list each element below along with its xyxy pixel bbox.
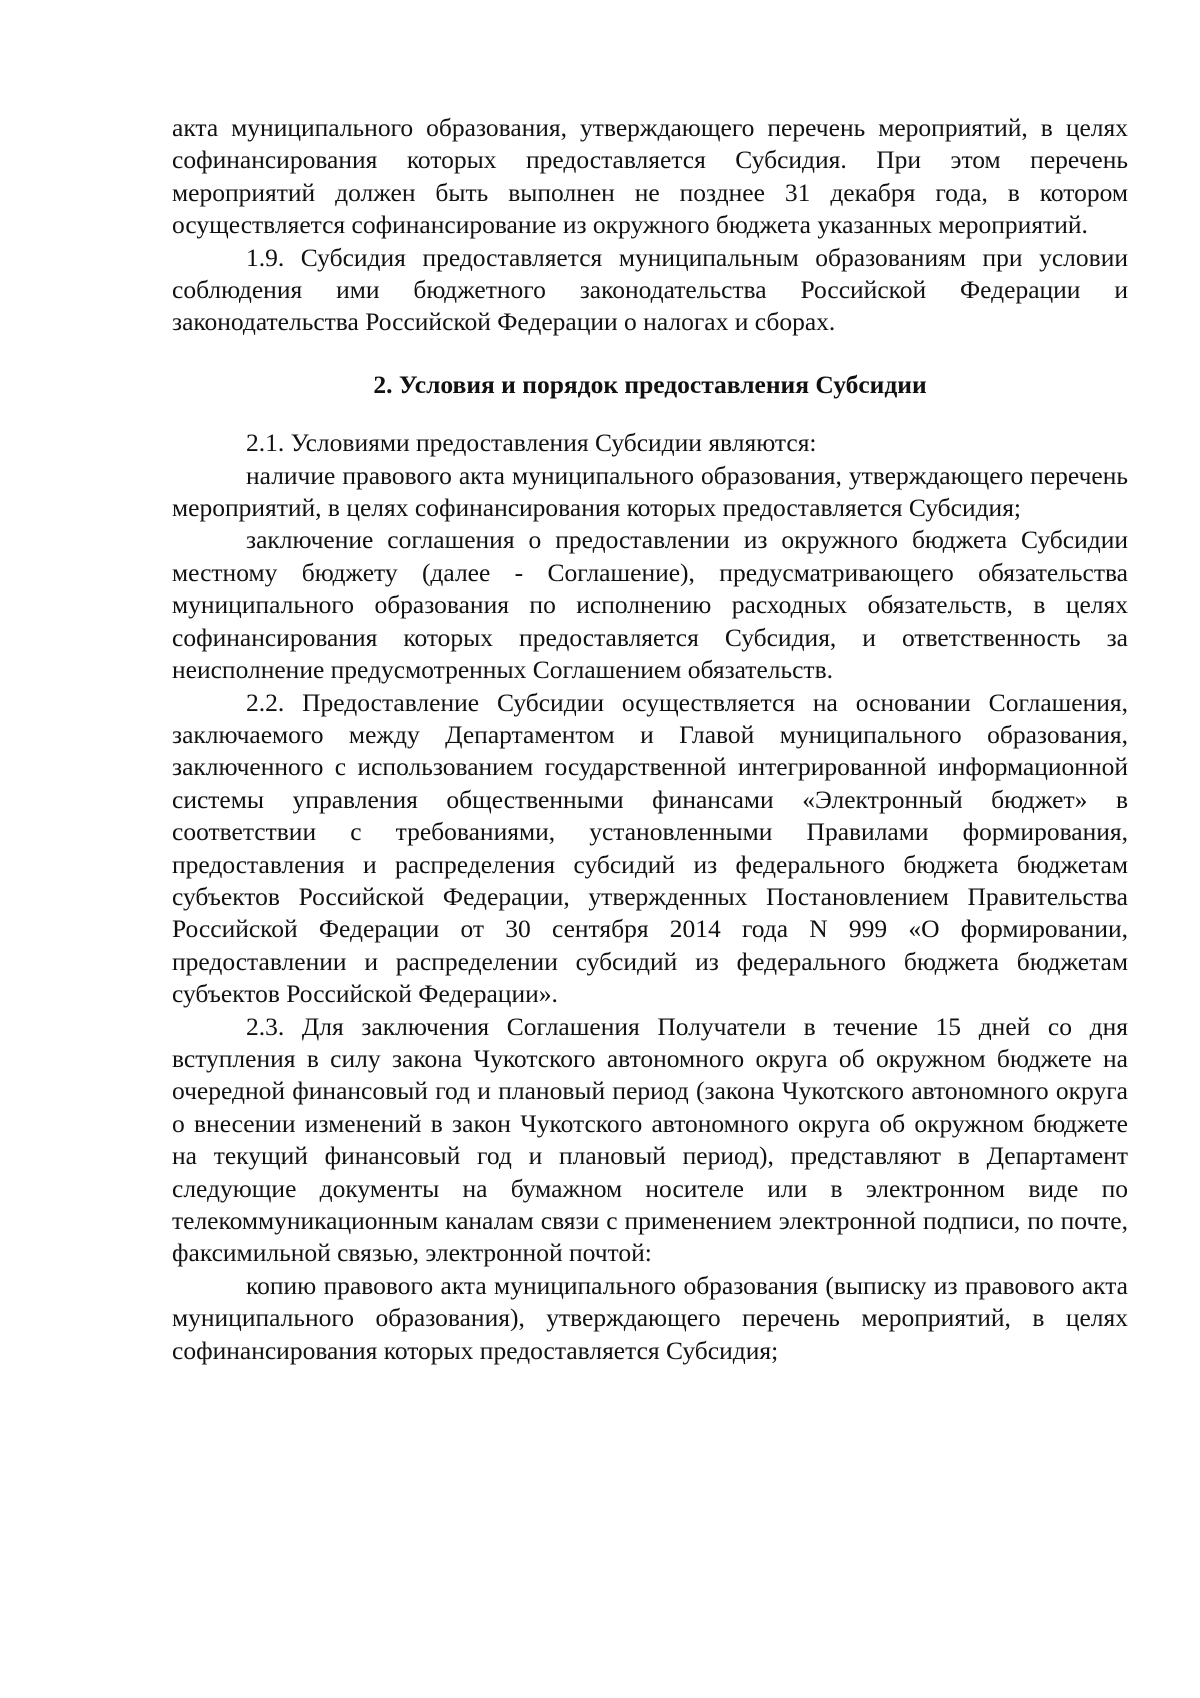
paragraph-2-2: 2.2. Предоставление Субсидии осуществляется на основании Соглашения, заключаемого между Департаментом и Главой муниципального образования, заключенного с использованием государственной интегрированной информационной системы управления общественными финансами «Электронный бюджет» в соответствии с требованиями, установленными Правилами формирования, предоставления и распределения субсидий из федерального бюджета бюджетам субъектов Российской Федерации, утвержденных Постановлением Правительства Российской Федерации от 30 сентября 2014 года N 999 «О формировании, предоставлении и распределении субсидий из федерального бюджета бюджетам субъектов Российской Федерации». (172, 687, 1128, 1009)
paragraph-2-3: 2.3. Для заключения Соглашения Получатели в течение 15 дней со дня вступления в силу закона Чукотского автономного округа об окружном бюджете на очередной финансовый год и плановый период (закона Чукотского автономного округа о внесении изменений в закон Чукотского автономного округа об окружном бюджете на текущий финансовый год и плановый период), представляют в Департамент следующие документы на бумажном носителе или в электронном виде по телекоммуникационным каналам связи с применением электронной подписи, по почте, факсимильной связью, электронной почтой: (172, 1011, 1128, 1268)
paragraph-copy-legal-act: копию правового акта муниципального образования (выписку из правового акта муниципального образования), утверждающего перечень мероприятий, в целях софинансирования которых предоставляется Субсидия; (172, 1270, 1128, 1365)
paragraph-1-9: 1.9. Субсидия предоставляется муниципальным образованиям при условии соблюдения ими бюджетного законодательства Российской Федерации и законодательства Российской Федерации о налогах и сборах. (172, 242, 1128, 337)
paragraph-continuation: акта муниципального образования, утверждающего перечень мероприятий, в целях софинансирования которых предоставляется Субсидия. При этом перечень мероприятий должен быть выполнен не позднее 31 декабря года, в котором осуществляется софинансирование из окружного бюджета указанных мероприятий. (172, 113, 1128, 240)
paragraph-2-1: 2.1. Условиями предоставления Субсидии являются: (246, 428, 817, 458)
section-heading: 2. Условия и порядок предоставления Субсидии (373, 369, 927, 399)
document-page (172, 112, 1128, 1367)
paragraph-condition-legal-act: наличие правового акта муниципального образования, утверждающего перечень мероприятий, в целях софинансирования которых предоставляется Субсидия; (172, 460, 1128, 523)
paragraph-condition-agreement: заключение соглашения о предоставлении из окружного бюджета Субсидии местному бюджету (далее - Соглашение), предусматривающего обязательства муниципального образования по исполнению расходных обязательств, в целях софинансирования которых предоставляется Субсидия, и ответственность за неисполнение предусмотренных Соглашением обязательств. (172, 525, 1128, 685)
